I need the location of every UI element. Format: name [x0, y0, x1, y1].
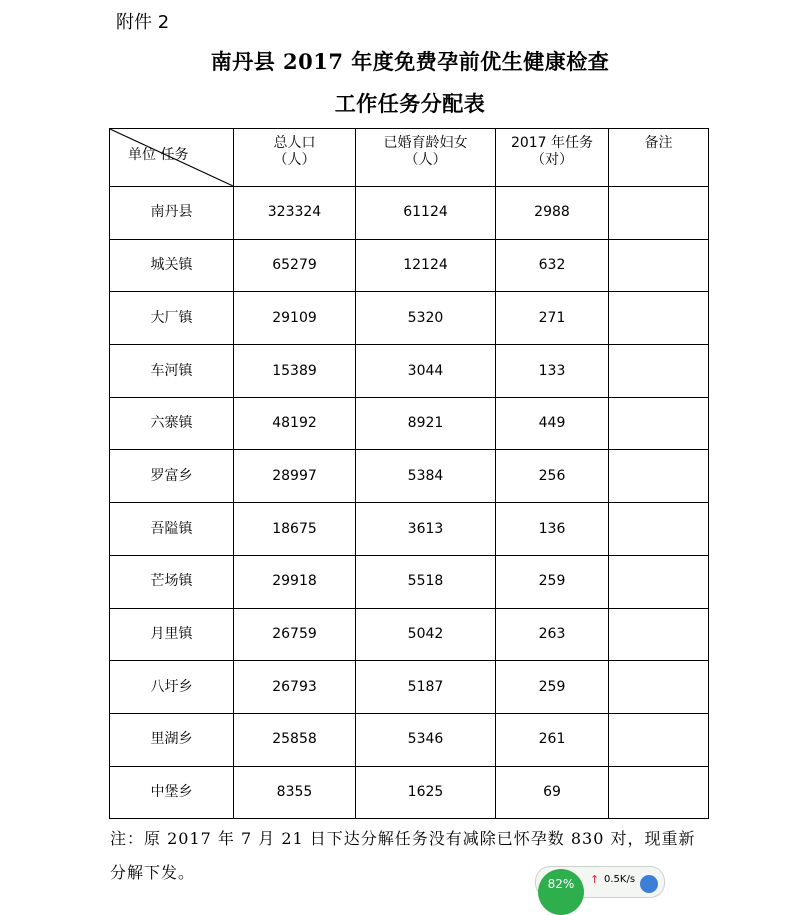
task-allocation-table	[109, 128, 709, 819]
speed-rate: 0.5K/s	[604, 874, 636, 885]
cell-population: 48192	[234, 397, 356, 450]
cell-unit: 中堡乡	[110, 766, 234, 819]
header-task-line1: 2017 年任务	[510, 135, 594, 151]
cell-task: 632	[496, 239, 609, 292]
cell-population: 18675	[234, 503, 356, 556]
header-women-line1: 已婚育龄妇女	[383, 135, 468, 151]
cell-task: 259	[496, 555, 609, 608]
cell-unit: 芒场镇	[110, 555, 234, 608]
table-row	[110, 661, 709, 714]
header-note-line1: 备注	[644, 135, 673, 151]
cell-population: 323324	[234, 187, 356, 240]
cell-population: 26793	[234, 661, 356, 714]
table-row	[110, 239, 709, 292]
header-women	[356, 129, 496, 187]
cell-unit: 吾隘镇	[110, 503, 234, 556]
cell-task: 69	[496, 766, 609, 819]
cell-women: 5187	[356, 661, 496, 714]
upload-arrow-icon: ↑	[590, 873, 600, 886]
cell-task: 2988	[496, 187, 609, 240]
cell-task: 259	[496, 661, 609, 714]
cell-task: 256	[496, 450, 609, 503]
network-speed-widget[interactable]	[535, 866, 665, 898]
header-note	[609, 129, 709, 187]
cell-task: 449	[496, 397, 609, 450]
table-row	[110, 503, 709, 556]
table-row	[110, 766, 709, 819]
cell-women: 5346	[356, 713, 496, 766]
table-row	[110, 187, 709, 240]
table-row	[110, 397, 709, 450]
diagonal-header-label: 单位 任务	[128, 147, 189, 163]
header-population-line1: 总人口	[273, 135, 316, 151]
cell-population: 28997	[234, 450, 356, 503]
document-subtitle: 工作任务分配表	[334, 91, 486, 116]
cell-task: 261	[496, 713, 609, 766]
header-task-line2: （对）	[531, 151, 573, 168]
cell-unit: 里湖乡	[110, 713, 234, 766]
cell-note	[609, 239, 709, 292]
cell-women: 5518	[356, 555, 496, 608]
cell-note	[609, 345, 709, 398]
cell-note	[609, 503, 709, 556]
cell-population: 8355	[234, 766, 356, 819]
table-row	[110, 713, 709, 766]
cell-unit: 月里镇	[110, 608, 234, 661]
cell-note	[609, 713, 709, 766]
cell-task: 263	[496, 608, 609, 661]
attachment-label: 附件 2	[116, 12, 170, 33]
cell-women: 5384	[356, 450, 496, 503]
cell-task: 136	[496, 503, 609, 556]
cell-women: 5042	[356, 608, 496, 661]
cell-women: 3044	[356, 345, 496, 398]
table-row	[110, 555, 709, 608]
table-header-row	[110, 129, 709, 187]
cell-unit: 八圩乡	[110, 661, 234, 714]
widget-button-icon[interactable]	[640, 875, 658, 893]
cell-note	[609, 661, 709, 714]
header-population	[234, 129, 356, 187]
table-row	[110, 450, 709, 503]
cell-women: 12124	[356, 239, 496, 292]
cell-note	[609, 766, 709, 819]
cell-note	[609, 450, 709, 503]
cell-women: 61124	[356, 187, 496, 240]
cell-unit: 南丹县	[110, 187, 234, 240]
diagonal-header-cell	[110, 129, 234, 187]
cell-women: 3613	[356, 503, 496, 556]
cell-task: 133	[496, 345, 609, 398]
cell-population: 26759	[234, 608, 356, 661]
cell-task: 271	[496, 292, 609, 345]
document-title: 南丹县 2017 年度免费孕前优生健康检查	[210, 49, 610, 74]
cell-unit: 罗富乡	[110, 450, 234, 503]
table-row	[110, 608, 709, 661]
cell-unit: 车河镇	[110, 345, 234, 398]
footnote: 注：原 2017 年 7 月 21 日下达分解任务没有减除已怀孕数 830 对，现重新分解下发。	[110, 829, 696, 882]
cell-note	[609, 555, 709, 608]
cell-population: 29918	[234, 555, 356, 608]
cell-note	[609, 608, 709, 661]
cell-population: 65279	[234, 239, 356, 292]
cell-note	[609, 397, 709, 450]
header-task	[496, 129, 609, 187]
cell-note	[609, 292, 709, 345]
cell-unit: 城关镇	[110, 239, 234, 292]
cell-population: 25858	[234, 713, 356, 766]
cell-women: 8921	[356, 397, 496, 450]
cell-population: 29109	[234, 292, 356, 345]
cell-women: 1625	[356, 766, 496, 819]
table-row	[110, 292, 709, 345]
cell-unit: 大厂镇	[110, 292, 234, 345]
header-women-line2: （人）	[404, 151, 447, 168]
cell-women: 5320	[356, 292, 496, 345]
cell-unit: 六寨镇	[110, 397, 234, 450]
table-row	[110, 345, 709, 398]
cell-population: 15389	[234, 345, 356, 398]
cell-note	[609, 187, 709, 240]
header-population-line2: （人）	[273, 151, 316, 168]
speed-percent-ball[interactable]: 82%	[538, 869, 584, 915]
